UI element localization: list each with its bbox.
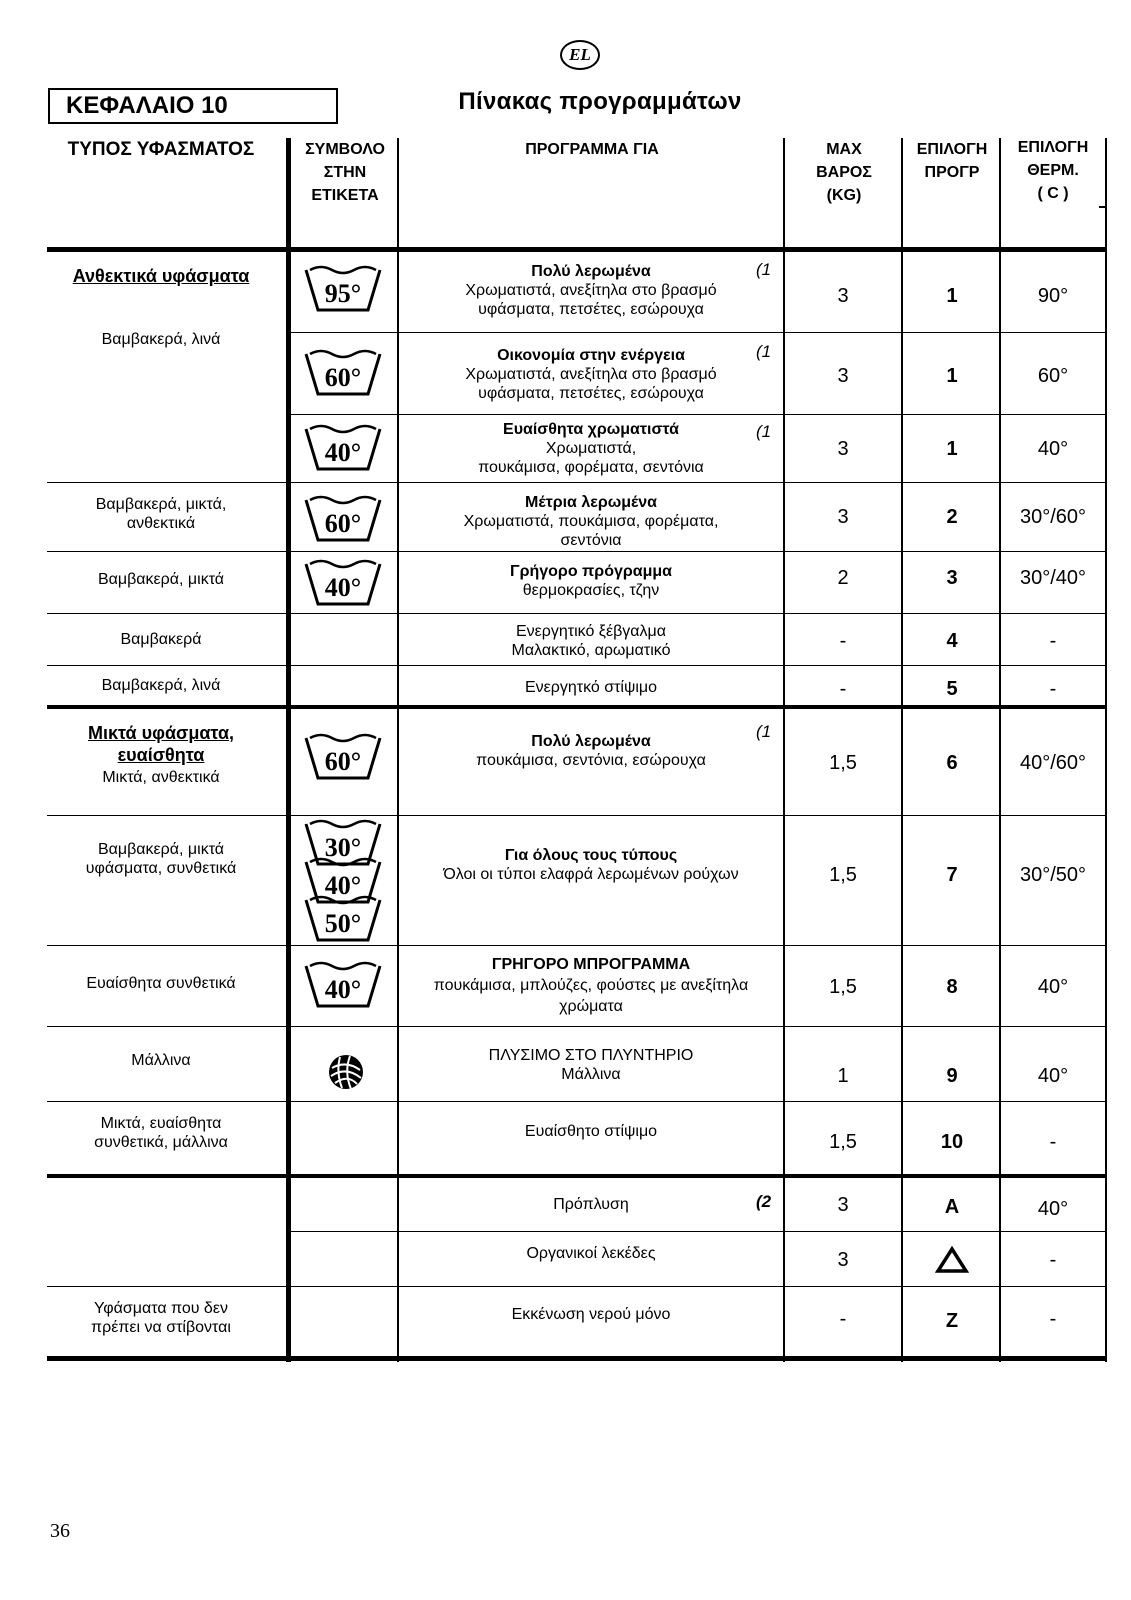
column-divider (286, 138, 291, 1362)
temperature: 90° (1037, 285, 1069, 307)
temperature: - (1049, 1308, 1057, 1330)
header-program-select: ΕΠΙΛΟΓΗ ΠΡΟΓΡ (916, 141, 988, 181)
max-weight: 1 (837, 1065, 849, 1087)
program-description: Πολύ λερωμένα πουκάμισα, σεντόνια, εσώρουχα (476, 733, 706, 769)
program-description: ΠΛΥΣΙΜΟ ΣΤΟ ΠΛΥΝΤΗΡΙΟ Μάλλινα (488, 1047, 694, 1083)
wash-temp-label: 50° (324, 909, 362, 938)
fabric-type: Βαμβακερά (120, 631, 202, 648)
header-label-symbol: ΣΥΜΒΟΛΟ ΣΤΗΝ ΕΤΙΚΕΤΑ (305, 141, 385, 204)
temperature: - (1049, 1131, 1057, 1153)
wash-temp-label: 60° (324, 363, 362, 392)
language-badge: EL (560, 40, 600, 70)
header-max-weight: ΜΑΧ ΒΑΡΟΣ (KG) (816, 141, 872, 204)
wash-tub-symbol (304, 894, 382, 944)
fabric-category-title: Ανθεκτικά υφάσματα (72, 266, 250, 286)
wash-tub-symbol (304, 348, 382, 398)
temperature: - (1049, 678, 1057, 700)
program-number: 8 (946, 976, 958, 998)
column-divider (999, 138, 1001, 1362)
max-weight: - (839, 1308, 847, 1330)
program-number: 6 (946, 752, 958, 774)
section-rule (47, 1174, 1107, 1178)
column-divider (783, 138, 785, 1362)
max-weight: 3 (837, 1249, 849, 1271)
wool-ball-icon (326, 1052, 366, 1092)
fabric-type: Βαμβακερά, μικτά, ανθεκτικά (95, 496, 227, 532)
fabric-type: Μάλλινα (131, 1052, 191, 1069)
footnote-marker: (1 (756, 722, 772, 741)
program-number: 10 (940, 1131, 964, 1153)
fabric-type: Ευαίσθητα συνθετικά (86, 975, 236, 992)
program-number: Z (945, 1310, 959, 1332)
chapter-label: ΚΕΦΑΛΑΙΟ 10 (48, 88, 338, 124)
max-weight: 3 (837, 506, 849, 528)
wash-temp-label: 40° (324, 871, 362, 900)
wash-tub-symbol (304, 494, 382, 544)
footnote-marker: (1 (756, 342, 772, 361)
temperature: 40° (1037, 976, 1069, 998)
wash-tub-symbol (304, 558, 382, 608)
temperature: 60° (1037, 365, 1069, 387)
max-weight: 3 (837, 285, 849, 307)
max-weight: 3 (837, 438, 849, 460)
fabric-type: Βαμβακερά, μικτά υφάσματα, συνθετικά (85, 841, 237, 877)
program-description: Οικονομία στην ενέργεια Χρωματιστά, ανεξίτηλα στο βρασμό υφάσματα, πετσέτες, εσώρουχα (465, 347, 717, 402)
program-description: Μέτρια λερωμένα Χρωματιστά, πουκάμισα, φορέματα, σεντόνια (463, 494, 719, 549)
wash-tub-symbol (304, 264, 382, 314)
max-weight: - (839, 678, 847, 700)
wash-temp-label: 95° (324, 279, 362, 308)
row-rule (47, 815, 1107, 816)
fabric-type: Μικτά, ανθεκτικά (102, 769, 220, 786)
max-weight: 1,5 (829, 1131, 857, 1153)
program-number: 1 (946, 285, 958, 307)
temperature: 40°/60° (1019, 752, 1087, 774)
fabric-type: Υφάσματα που δεν πρέπει να στίβονται (91, 1300, 231, 1336)
max-weight: 2 (837, 567, 849, 589)
temperature: - (1049, 1249, 1057, 1271)
temperature: 40° (1037, 1065, 1069, 1087)
program-description: Πρόπλυση (553, 1196, 629, 1213)
program-description: Εκκένωση νερού μόνο (511, 1306, 671, 1323)
max-weight: 1,5 (829, 976, 857, 998)
fabric-type: Βαμβακερά, μικτά (97, 571, 225, 588)
fabric-type: Μικτά, ευαίσθητα συνθετικά, μάλλινα (94, 1115, 228, 1151)
page-title: Πίνακας προγραμμάτων (458, 88, 742, 115)
fabric-type: Βαμβακερά, λινά (101, 331, 221, 348)
max-weight: - (839, 630, 847, 652)
row-rule (47, 613, 1107, 614)
wash-temp-label: 30° (324, 833, 362, 862)
temperature: 40° (1037, 1198, 1069, 1220)
max-weight: 1,5 (829, 752, 857, 774)
row-rule (47, 1026, 1107, 1027)
max-weight: 1,5 (829, 864, 857, 886)
program-number: 7 (946, 864, 958, 886)
program-description: Ευαίσθητο στίψιμο (524, 1123, 658, 1140)
program-number: 1 (946, 365, 958, 387)
footnote-marker: (1 (756, 260, 772, 279)
program-description: Οργανικοί λεκέδες (526, 1245, 656, 1262)
wash-temp-label: 40° (324, 975, 362, 1004)
temperature: - (1049, 630, 1057, 652)
column-divider (1105, 138, 1107, 1362)
program-number: 1 (946, 438, 958, 460)
program-description: ΓΡΗΓΟΡΟ ΜΠΡΟΓΡΑΜΜΑ πουκάμισα, μπλούζες, φούστες με ανεξίτηλα χρώματα (433, 956, 749, 1015)
program-number: 5 (946, 678, 958, 700)
fabric-category-title: Μικτά υφάσματα, ευαίσθητα (87, 723, 235, 765)
program-number: 3 (946, 567, 958, 589)
program-description: Ενεργητκό στίψιμο (524, 679, 658, 696)
header-tick (1099, 206, 1107, 208)
column-divider (397, 138, 399, 1362)
program-description: Ενεργητικό ξέβγαλμα Μαλακτικό, αρωματικό (511, 623, 671, 659)
row-rule (47, 1286, 1107, 1287)
table-bottom-rule (47, 1356, 1107, 1361)
wash-temp-label: 40° (324, 438, 362, 467)
program-description: Ευαίσθητα χρωματιστά Χρωματιστά, πουκάμισα, φορέματα, σεντόνια (478, 421, 704, 476)
program-number: 2 (946, 506, 958, 528)
program-number: 4 (946, 630, 958, 652)
header-rule (47, 247, 1107, 252)
header-fabric-type: ΤΥΠΟΣ ΥΦΑΣΜΑΤΟΣ (67, 139, 255, 160)
wash-temp-label: 40° (324, 573, 362, 602)
column-divider (901, 138, 903, 1362)
temperature: 30°/50° (1019, 864, 1087, 886)
max-weight: 3 (837, 1194, 849, 1216)
row-rule (47, 482, 1107, 483)
program-description: Γρήγορο πρόγραμμα θερμοκρασίες, τζην (509, 563, 673, 599)
max-weight: 3 (837, 365, 849, 387)
wash-temp-label: 60° (324, 509, 362, 538)
row-rule (291, 414, 1107, 415)
program-description: Πολύ λερωμένα Χρωματιστά, ανεξίτηλα στο βρασμό υφάσματα, πετσέτες, εσώρουχα (465, 263, 717, 318)
row-rule (47, 665, 1107, 666)
header-temp-select: ΕΠΙΛΟΓΗ ΘΕΡΜ. ( C ) (1017, 139, 1089, 202)
temperature: 30°/40° (1019, 567, 1087, 589)
section-rule (47, 705, 1107, 709)
footnote-marker: (2 (756, 1192, 772, 1211)
footnote-marker: (1 (756, 422, 772, 441)
fabric-type: Βαμβακερά, λινά (101, 677, 221, 694)
row-rule (47, 945, 1107, 946)
program-number: 9 (946, 1065, 958, 1087)
wash-tub-symbol (304, 960, 382, 1010)
temperature: 40° (1037, 438, 1069, 460)
wash-tub-symbol (304, 423, 382, 473)
row-rule (291, 1231, 1107, 1232)
program-number: A (944, 1196, 960, 1218)
temperature: 30°/60° (1019, 506, 1087, 528)
row-rule (47, 1101, 1107, 1102)
triangle-icon (935, 1246, 969, 1274)
program-description: Για όλους τους τύπους Όλοι οι τύποι ελαφρά λερωμένων ρούχων (443, 847, 739, 883)
page-number: 36 (50, 1520, 70, 1542)
row-rule (47, 551, 1107, 552)
row-rule (291, 332, 1107, 333)
wash-tub-symbol (304, 732, 382, 782)
header-program-for: ΠΡΟΓΡΑΜΜΑ ΓΙΑ (525, 141, 659, 158)
wash-temp-label: 60° (324, 747, 362, 776)
